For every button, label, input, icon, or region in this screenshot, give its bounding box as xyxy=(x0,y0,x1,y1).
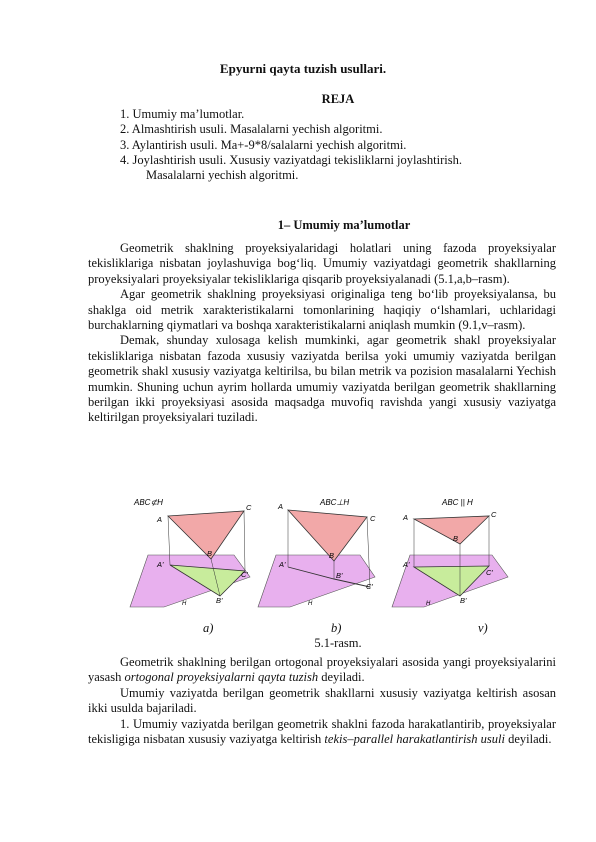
relation-label: ABC || H xyxy=(442,498,473,507)
paragraph: Geometrik shaklning berilgan ortogonal proyeksiyalari asosida yangi proyeksiyalarini yasash ortogonal proyeksiyalarni qayta tuzish deyiladi. xyxy=(88,655,556,685)
svg-text:C: C xyxy=(491,510,497,519)
body-paragraphs xyxy=(88,241,556,426)
plan-item: 3. Aylantirish usuli. Ma+-9*8/salalarni yechish algoritmi. xyxy=(120,137,407,152)
svg-text:A': A' xyxy=(279,560,286,569)
svg-text:A: A xyxy=(278,502,284,511)
plan-item: 2. Almashtirish usuli. Masalalarni yechish algoritmi. xyxy=(120,122,383,137)
closing-paragraphs xyxy=(88,655,556,747)
plan-item: 1. Umumiy ma’lumotlar. xyxy=(120,107,245,121)
sublabel-v: v) xyxy=(478,621,488,635)
page-title: Epyurni qayta tuzish usullari. xyxy=(219,61,387,76)
figure-panel-b xyxy=(258,498,376,607)
original-triangle xyxy=(414,516,489,544)
plan-item: 4. Joylashtirish usuli. Xususiy vaziyatdagi tekisliklarni joylashtirish. xyxy=(120,152,462,167)
plan-heading: REJA xyxy=(321,92,355,106)
paragraph: Agar geometrik shaklning proyeksiyasi originaliga teng bo‘lib proyeksiyalansa, bu shaklga oid metrik xarakteristikalarni tomonlarining haqiqiy o‘lshamlari, uchlaridagi burchaklarning qiymatlari va boshqa xarakteristikalarni aniqlash mumkin (9.1,v–rasm). xyxy=(88,287,556,333)
paragraph: Demak, shunday xulosaga kelish mumkinki, agar geometrik shakl proyeksiyalar tekisliklariga nisbatan fazoda xususiy vaziyatda berilsa yoki umumiy vaziyatda berilgan geometrik shakl xususiy vaziyatga keltirilsa, bu bilan metrik va pozision masalalarni Yechish mumkin. Shuning uchun ayrim hollarda umumiy vaziyatda berilgan geometrik shakllarning berilgan ikki proyeksiyasi asosida maqsadga muvofiq ravishda yangi xususiy vaziyatga keltirilgan proyeksiyalari tuziladi. xyxy=(88,333,556,425)
svg-text:C: C xyxy=(246,503,252,512)
figure-caption: 5.1-rasm. xyxy=(314,636,362,650)
relation-label: ABC⊥H xyxy=(320,498,350,507)
sublabel-b: b) xyxy=(331,621,342,635)
paragraph: Umumiy vaziyatda berilgan geometrik shakllarni xususiy vaziyatga keltirish asosan ikki usulda bajariladi. xyxy=(88,685,556,716)
figure-5-1 xyxy=(120,495,520,613)
svg-text:H: H xyxy=(308,601,313,607)
relation-label: ABC⊄H xyxy=(134,498,163,507)
original-triangle xyxy=(288,510,367,561)
plan-item-continuation: Masalalarni yechish algoritmi. xyxy=(146,168,299,183)
svg-text:A: A xyxy=(403,513,409,522)
plane-h xyxy=(258,555,375,607)
section-heading: 1– Umumiy ma’lumotlar xyxy=(277,218,411,232)
svg-text:B: B xyxy=(453,534,459,543)
plan-list xyxy=(120,107,462,183)
figure-panel-a xyxy=(130,498,252,607)
svg-text:H: H xyxy=(426,601,431,607)
svg-text:C': C' xyxy=(241,570,248,579)
svg-text:C: C xyxy=(370,514,376,523)
svg-text:B': B' xyxy=(460,596,467,605)
svg-text:H: H xyxy=(182,601,187,607)
svg-text:B: B xyxy=(207,549,213,558)
paragraph: Geometrik shaklning proyeksiyalaridagi holatlari uning fazoda proyeksiyalar tekisliklariga nisbatan joylashuviga bog‘liq. Umumiy vaziyatdagi geometrik shakllarning proyeksiyalari proyeksiyalar tekisliklariga qisqarib proyeksiyalanadi (5.1,a,b–rasm). xyxy=(88,241,556,286)
svg-text:B': B' xyxy=(216,596,223,605)
svg-text:C': C' xyxy=(366,582,373,591)
figure-panel-v xyxy=(392,498,508,607)
sublabel-a: a) xyxy=(203,621,214,635)
svg-text:A': A' xyxy=(157,560,164,569)
svg-text:C': C' xyxy=(486,568,493,577)
original-triangle xyxy=(168,511,244,559)
svg-text:A: A xyxy=(157,515,163,524)
svg-text:B: B xyxy=(329,551,335,560)
svg-text:A': A' xyxy=(403,560,410,569)
svg-text:B': B' xyxy=(336,571,343,580)
paragraph: 1. Umumiy vaziyatda berilgan geometrik shaklni fazoda harakatlantirib, proyeksiyalar tekisligiga nisbatan xususiy vaziyatga keltirish tekis–parallel harakatlantirish usuli deyiladi. xyxy=(88,716,556,747)
